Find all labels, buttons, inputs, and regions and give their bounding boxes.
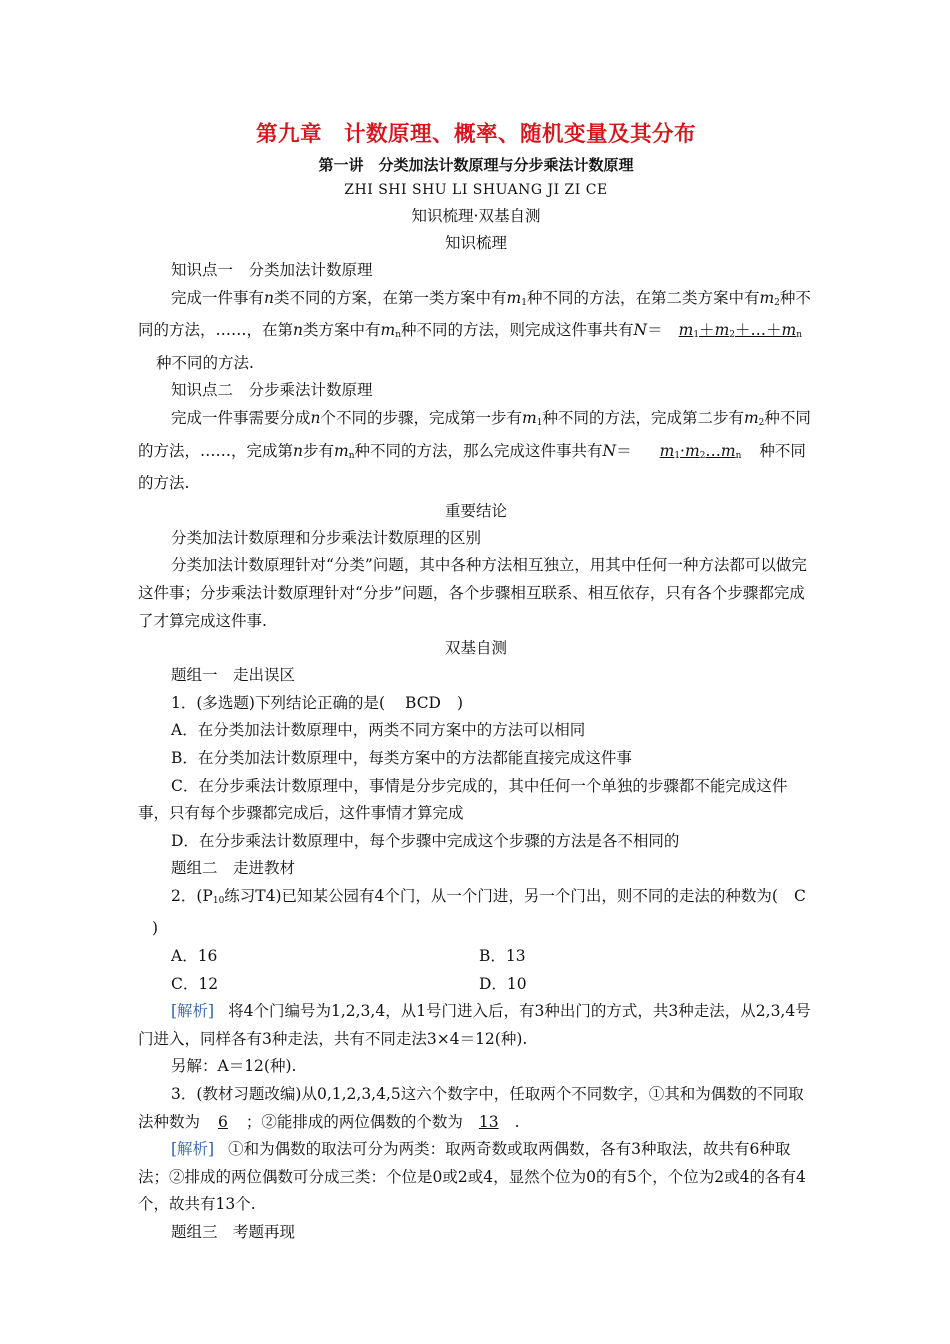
q1-option-c: C．在分步乘法计数原理中，事情是分步完成的，其中任何一个单独的步骤都不能完成这件事，只有每个步骤都完成后，这件事情才算完成 — [138, 776, 788, 823]
q3-jiexi-label: [解析] — [171, 1140, 215, 1159]
q1-stem: 1．(多选题)下列结论正确的是( BCD ) — [171, 693, 464, 712]
kp1-answer-blank: $m_1+m_2+\dots+m_n$ — [678, 321, 803, 341]
kp2-title: 知识点二 分步乘法计数原理 — [171, 381, 373, 400]
section-knowledge-heading: 知识梳理 — [444, 234, 507, 252]
q2-alt-solution: 另解：A＝12(种). — [171, 1057, 297, 1076]
document-content — [138, 118, 814, 1247]
q3-stem: 3．(教材习题改编)从0,1,2,3,4,5这六个数字中，任取两个不同数字，①其和为偶数的不同取法种数为 6 ；②能排成的两位偶数的个数为 13 . — [138, 1085, 804, 1131]
pinyin-heading: ZHI SHI SHU LI SHUANG JI ZI CE — [344, 182, 608, 198]
chapter-title: 第九章 计数原理、概率、随机变量及其分布 — [255, 122, 696, 147]
q2-stem: 2．($P_{10}$练习T4)已知某公园有4个门，从一个门进，另一个门出，则不同的走法的种数为( C) — [152, 886, 806, 938]
conclusion-text: 分类加法计数原理针对“分类”问题，其中各种方法相互独立，用其中任何一种方法都可以做完这件事；分步乘法计数原理针对“分步”问题，各个步骤相互联系、相互依存，只有各个步骤都完成了才算完成这件事. — [138, 556, 807, 630]
q2-option-c: C．12 — [171, 974, 219, 993]
q1-option-a: A．在分类加法计数原理中，两类不同方案中的方法可以相同 — [171, 721, 586, 740]
q2-option-a: A．16 — [171, 947, 218, 966]
section-main-heading: 知识梳理·双基自测 — [411, 207, 541, 225]
q1-option-b: B．在分类加法计数原理中，每类方案中的方法都能直接完成这件事 — [171, 748, 632, 767]
group2-title: 题组二 走进教材 — [171, 859, 296, 878]
q2-solution: [解析] 将4个门编号为1,2,3,4，从1号门进入后，有3种出门的方式，共3种走法，从2,3,4号门进入，同样各有3种走法，共有不同走法3×4＝12(种). — [138, 1002, 811, 1048]
group1-title: 题组一 走出误区 — [171, 666, 296, 685]
section-selftest-heading: 双基自测 — [444, 639, 507, 658]
q2-options-row-1 — [138, 943, 814, 971]
q2-option-b: B．13 — [479, 947, 526, 966]
q1-answer: BCD — [405, 693, 441, 712]
q3-answer-2: 13 — [478, 1112, 499, 1131]
group3-title: 题组三 考题再现 — [171, 1223, 296, 1241]
section-conclusion-heading: 重要结论 — [444, 501, 507, 520]
kp1-paragraph: 完成一件事有n类不同的方案，在第一类方案中有$m_1$种不同的方法，在第二类方案中有$m_2$种不同的方法，……，在第n类方案中有$m_n$种不同的方法，则完成这件事共有$N= m_1+m_2+\dots+m_n$种不同的方法. — [138, 288, 811, 372]
q1-option-d: D．在分步乘法计数原理中，每个步骤中完成这个步骤的方法是各不相同的 — [171, 831, 680, 850]
q2-options-row-2 — [138, 971, 814, 999]
q2-answer: C — [793, 886, 806, 905]
q2-jiexi-label: [解析] — [171, 1002, 215, 1021]
q3-solution: [解析] ①和为偶数的取法可分为两类：取两奇数或取两偶数，各有3种取法，故共有6种取法；②排成的两位偶数可分成三类：个位是0或2或4，显然个位为0的有5个，个位为2或4的各有4个，故共有13个. — [138, 1140, 806, 1214]
kp2-paragraph: 完成一件事需要分成n个不同的步骤，完成第一步有$m_1$种不同的方法，完成第二步有$m_2$种不同的方法，……，完成第n步有$m_n$种不同的方法，那么完成这件事共有$N= m_1\cdot m_2\dots m_n$ 种不同的方法. — [138, 408, 811, 493]
kp2-answer-blank: $m_1\cdot m_2\dots m_n$ — [659, 441, 742, 461]
q2-option-d: D．10 — [479, 974, 527, 993]
lecture-title: 第一讲 分类加法计数原理与分步乘法计数原理 — [318, 156, 634, 174]
q3-answer-1: 6 — [218, 1112, 228, 1131]
conclusion-title: 分类加法计数原理和分步乘法计数原理的区别 — [171, 528, 482, 547]
kp1-title: 知识点一 分类加法计数原理 — [171, 261, 373, 279]
